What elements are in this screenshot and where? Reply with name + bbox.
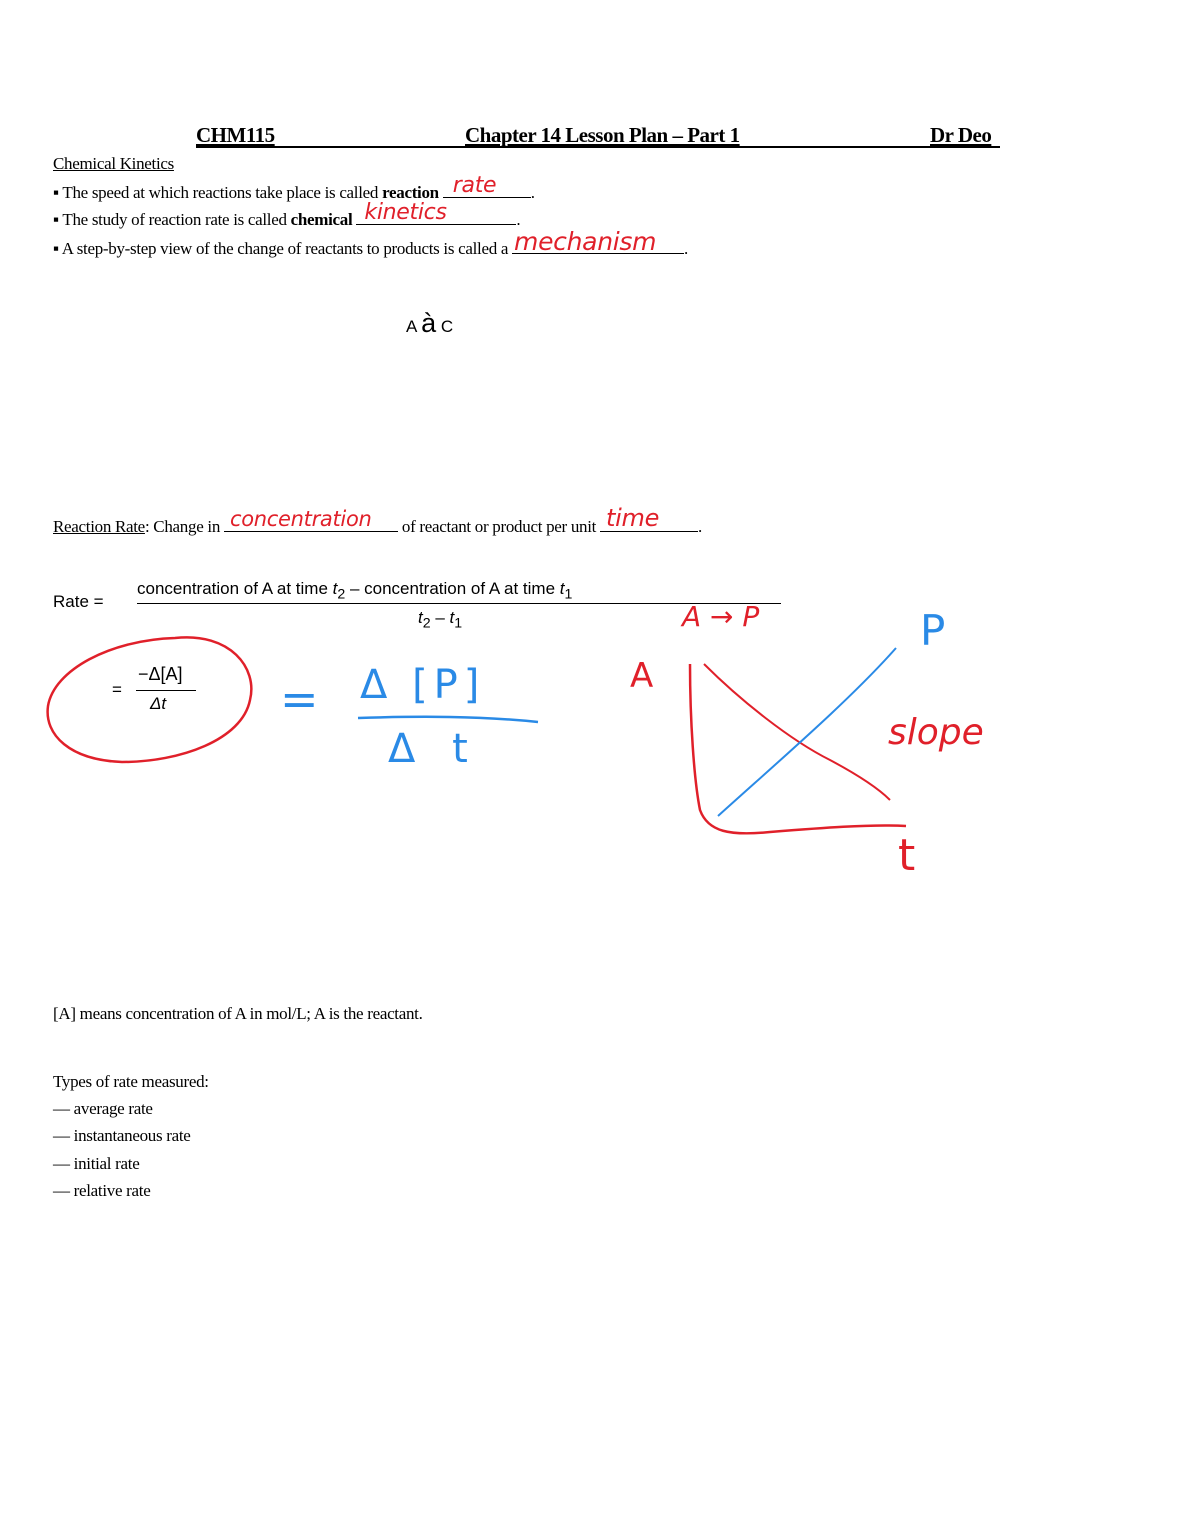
- list-item: — relative rate: [53, 1181, 151, 1200]
- concentration-note: [A] means concentration of A in mol/L; A is the reactant.: [53, 1004, 423, 1023]
- reaction-rate-heading: Reaction Rate: [53, 517, 145, 536]
- small-fraction-bar: [136, 690, 196, 691]
- graph-label-p: P: [920, 606, 946, 655]
- kinetics-line-2: ▪ The study of reaction rate is called chemical kinetics .: [53, 200, 521, 229]
- rate-numerator: concentration of A at time $t_2$ – concentration of A at time $t_1$: [137, 579, 573, 603]
- neg-delta-a: −Δ[A]: [138, 664, 183, 684]
- answer-blank-time: [600, 504, 698, 532]
- answer-mechanism: mechanism: [514, 227, 657, 256]
- answer-blank-kinetics: [356, 200, 516, 225]
- rate-label: Rate =: [53, 592, 104, 611]
- blue-equals: =: [280, 672, 319, 726]
- answer-kinetics: kinetics: [364, 200, 447, 225]
- answer-concentration: concentration: [229, 507, 372, 531]
- answer-blank-mechanism: [512, 227, 684, 256]
- kinetics-line-1: ▪ The speed at which reactions take place is called reaction rate .: [53, 173, 535, 202]
- graph-axes-stroke: [690, 664, 906, 833]
- reaction-symbol: A à C: [406, 308, 454, 338]
- list-item: — instantaneous rate: [53, 1126, 191, 1145]
- answer-rate: rate: [452, 173, 497, 198]
- list-item: — average rate: [53, 1099, 153, 1118]
- bullet-icon: ▪: [53, 239, 59, 258]
- blue-delta-t: Δ t: [388, 726, 480, 772]
- graph-axis-y-label: A: [630, 656, 654, 696]
- author: Dr Deo: [930, 123, 992, 147]
- graph-product-line: [718, 648, 896, 816]
- graph-label-slope: slope: [888, 712, 984, 753]
- blue-delta-p: Δ [P]: [360, 662, 486, 708]
- list-item: — initial rate: [53, 1154, 140, 1173]
- rate-types-heading: Types of rate measured:: [53, 1072, 209, 1091]
- rate-eq-sign: =: [112, 680, 122, 699]
- rate-denominator: $t_2 - t_1$: [418, 608, 463, 632]
- kinetics-line-3: ▪ A step-by-step view of the change of reactants to products is called a mechanism .: [53, 227, 688, 258]
- answer-time: time: [606, 504, 660, 532]
- page-title: Chapter 14 Lesson Plan – Part 1: [465, 123, 740, 147]
- kinetics-heading: Chemical Kinetics: [53, 154, 174, 173]
- course-code: CHM115: [196, 123, 275, 147]
- bullet-icon: ▪: [53, 183, 59, 202]
- blue-fraction-stroke: [358, 717, 538, 722]
- graph-axis-x-label: t: [898, 830, 916, 881]
- header-rule: [196, 146, 1000, 148]
- delta-t: Δt: [150, 694, 167, 713]
- red-reaction-note: A → P: [682, 600, 760, 633]
- bullet-icon: ▪: [53, 210, 59, 229]
- answer-blank-concentration: [224, 507, 398, 532]
- answer-blank-rate: [443, 173, 531, 198]
- reaction-rate-line: Reaction Rate: Change in concentration of reactant or product per unit time .: [53, 504, 702, 536]
- graph-reactant-curve: [704, 664, 890, 800]
